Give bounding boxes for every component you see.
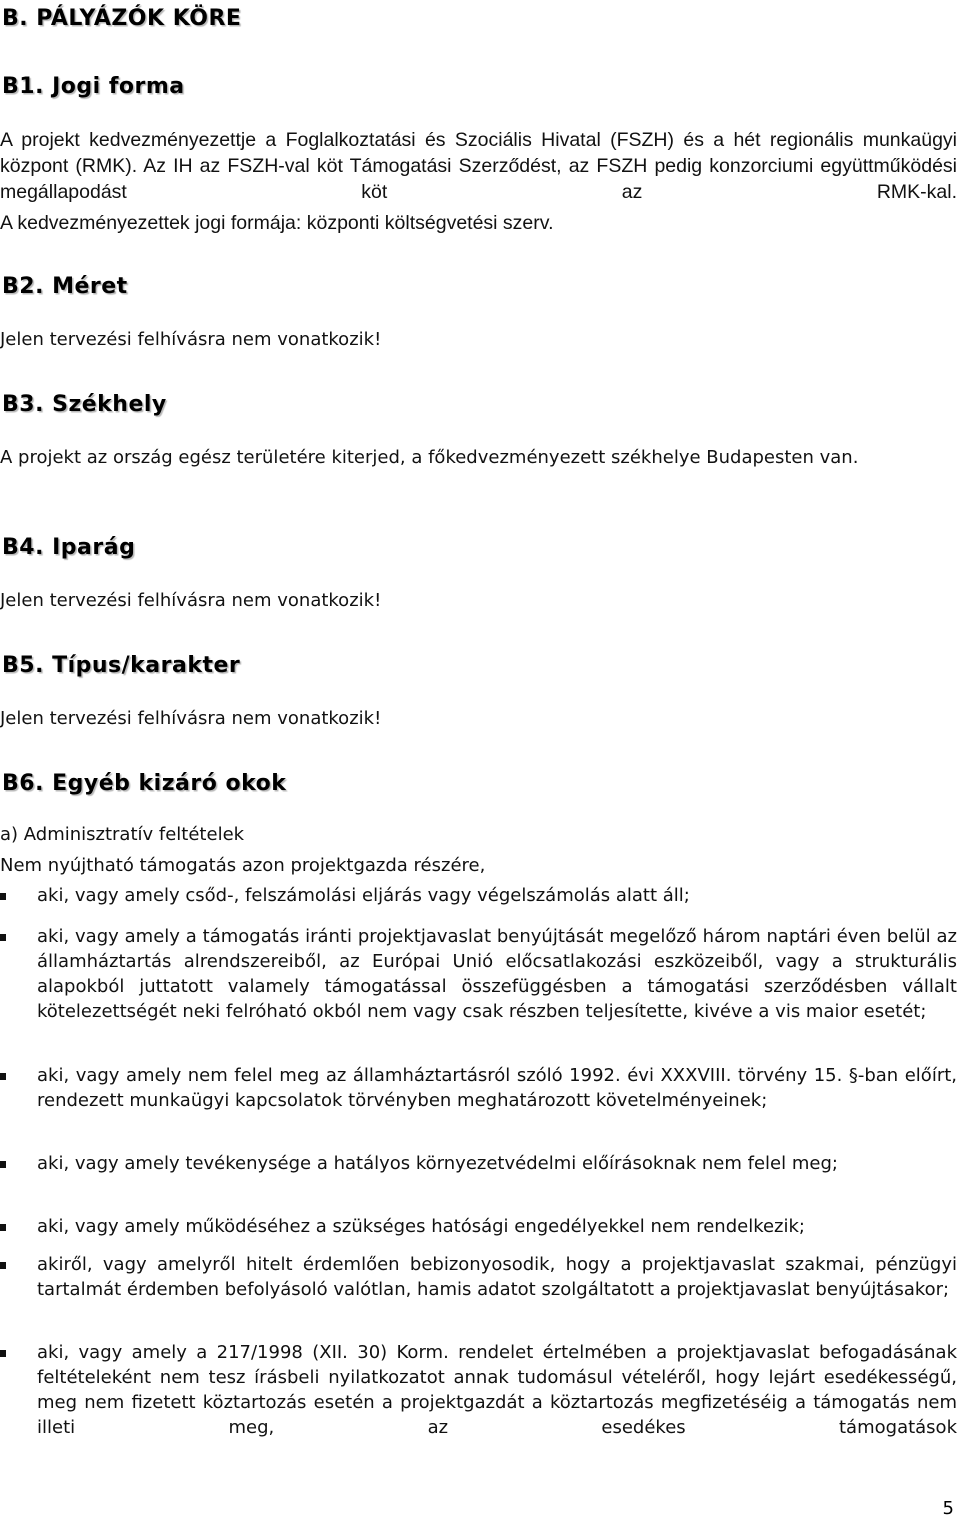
square-bullet-icon (0, 934, 6, 941)
square-bullet-icon (0, 1161, 6, 1168)
square-bullet-icon (0, 1224, 6, 1231)
page-number: 5 (942, 1498, 954, 1519)
list-item-text: aki, vagy amely tevékenysége a hatályos környezetvédelmi előírásoknak nem felel meg; (37, 1153, 838, 1174)
heading-b5: B5. Típus/karakter (2, 653, 241, 678)
b4-text: Jelen tervezési felhívásra nem vonatkozik! (0, 590, 382, 611)
b1-legal-form: A kedvezményezettek jogi formája: központi költségvetési szerv. (0, 212, 554, 234)
list-item-text: aki, vagy amely csőd-, felszámolási eljárás vagy végelszámolás alatt áll; (37, 885, 690, 906)
square-bullet-icon (0, 1262, 6, 1269)
b6-intro: Nem nyújtható támogatás azon projektgazda részére, (0, 855, 486, 876)
section-title: B. PÁLYÁZÓK KÖRE (2, 6, 242, 31)
list-item-text: aki, vagy amely nem felel meg az államháztartásról szóló 1992. évi XXXVIII. törvény 15. §-ban előírt, rendezett munkaügyi kapcsolatok törvényben meghatározott követelményeinek; (37, 1065, 957, 1111)
b2-text: Jelen tervezési felhívásra nem vonatkozik! (0, 329, 382, 350)
b1-paragraph: A projekt kedvezményezettje a Foglalkoztatási és Szociális Hivatal (FSZH) és a hét regionális munkaügyi központ (RMK). Az IH az FSZH-val köt Támogatási Szerződést, az FSZH pedig konzorciumi együttműködési megállapodást köt az RMK-kal. (0, 129, 957, 203)
list-item-text: akiről, vagy amelyről hitelt érdemlően bebizonyosodik, hogy a projektjavaslat szakmai, pénzügyi tartalmát érdemben befolyásoló valótlan, hamis adatot szolgáltatott a projektjavaslat benyújtásakor; (37, 1254, 957, 1300)
list-item-text: aki, vagy amely a 217/1998 (XII. 30) Korm. rendelet értelmében a projektjavaslat befogadásának feltételeként nem tesz írásbeli nyilatkozatot annak tudomásul vételéről, hogy lejárt esedékességű, meg nem fizetett köztartozás esetén a projektgazdát a köztartozás megfizetéséig a támogatás nem illeti meg, az esedékes támogatások (37, 1342, 957, 1438)
list-item-text: aki, vagy amely működéséhez a szükséges hatósági engedélyekkel nem rendelkezik; (37, 1216, 805, 1237)
heading-b1: B1. Jogi forma (2, 74, 185, 99)
heading-b3: B3. Székhely (2, 392, 167, 417)
heading-b2: B2. Méret (2, 274, 128, 299)
b5-text: Jelen tervezési felhívásra nem vonatkozik! (0, 708, 382, 729)
heading-b6: B6. Egyéb kizáró okok (2, 771, 287, 796)
b6-subheading: a) Adminisztratív feltételek (0, 824, 245, 845)
square-bullet-icon (0, 1350, 6, 1357)
square-bullet-icon (0, 893, 6, 900)
square-bullet-icon (0, 1073, 6, 1080)
heading-b4: B4. Iparág (2, 535, 136, 560)
list-item-text: aki, vagy amely a támogatás iránti projektjavaslat benyújtását megelőző három naptári éven belül az államháztartás alrendszereiből, az Európai Unió előcsatlakozási eszközeiből, vagy a strukturális alapokból juttatott valamely támogatással összefüggésben a támogatási szerződésben vállalt kötelezettségét neki felróható okból nem vagy csak részben teljesítette, kivéve a vis maior esetét; (37, 926, 957, 1022)
b3-text: A projekt az ország egész területére kiterjed, a főkedvezményezett székhelye Budapesten van. (0, 447, 859, 468)
